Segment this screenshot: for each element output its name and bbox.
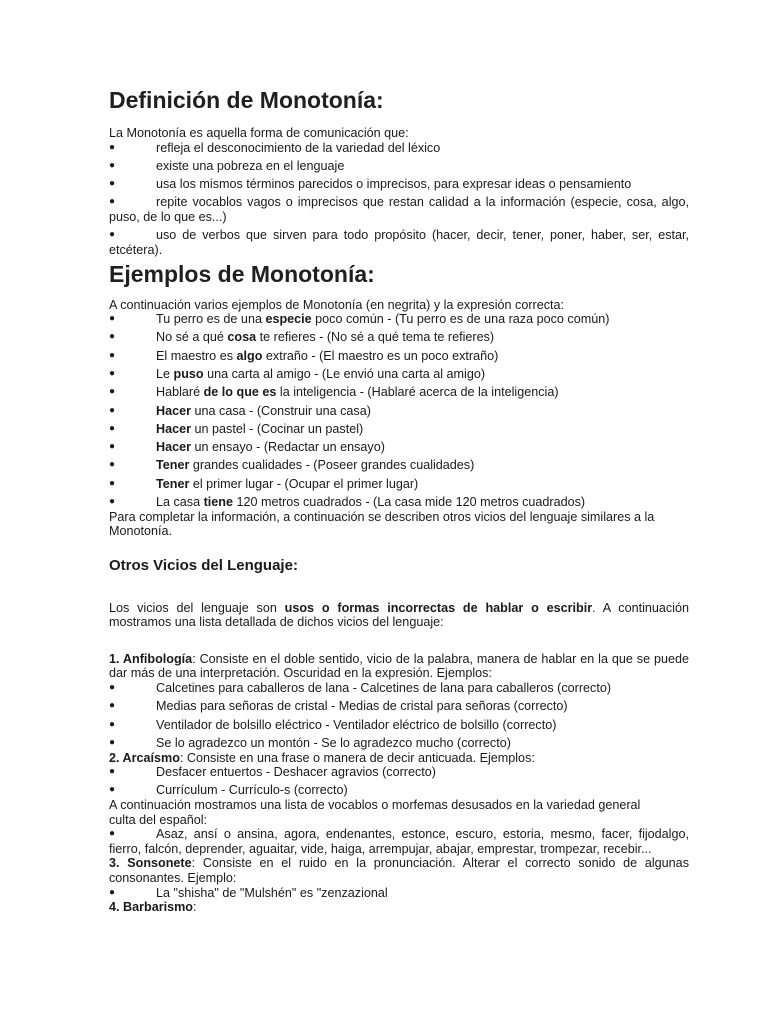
anfibologia-list — [109, 681, 689, 750]
list-item: ● La "shisha" de "Mulshén" es "zenzazional — [109, 885, 388, 900]
list-item: ● Tu perro es de una especie poco común - (Tu perro es de una raza poco común) — [109, 312, 610, 327]
arcaismo-vocablos — [109, 827, 689, 856]
heading-ejemplos: Ejemplos de Monotonía: — [109, 260, 375, 287]
ejemplos-intro: A continuación varios ejemplos de Monotonía (en negrita) y la expresión correcta: — [109, 297, 565, 312]
list-item: ● uso de verbos que sirven para todo propósito (hacer, decir, tener, poner, haber, ser, estar, etcétera). — [109, 228, 689, 257]
list-item: ● El maestro es algo extraño - (El maestro es un poco extraño) — [109, 348, 499, 363]
bullet-icon: ● — [109, 367, 116, 379]
bullet-icon: ● — [109, 736, 116, 748]
barbarismo-def: 4. Barbarismo: — [109, 900, 197, 915]
bullet-icon: ● — [109, 700, 116, 712]
heading-definicion: Definición de Monotonía: — [109, 87, 384, 113]
list-item: ● Se lo agradezco un montón - Se lo agradezco mucho (correcto) — [109, 735, 511, 750]
bullet-icon: ● — [109, 459, 116, 471]
ejemplos-outro: Para completar la información, a continuación se describen otros vicios del lenguaje similares a la Monotonía. — [109, 509, 655, 539]
arcaismo-outro: A continuación mostramos una lista de vocablos o morfemas desusados en la variedad general culta del español: — [109, 797, 641, 827]
list-item: ● Desfacer entuertos - Deshacer agravios (correcto) — [109, 765, 436, 780]
bullet-icon: ● — [109, 784, 116, 796]
list-item: ● Tener grandes cualidades - (Poseer grandes cualidades) — [109, 458, 475, 473]
bullet-icon: ● — [109, 682, 116, 694]
heading-otros-vicios: Otros Vicios del Lenguaje: — [109, 556, 298, 574]
arcaismo-def: 2. Arcaísmo: Consiste en una frase o manera de decir anticuada. Ejemplos: — [109, 750, 535, 765]
bullet-icon: ● — [109, 828, 116, 840]
list-item: ● Hablaré de lo que es la inteligencia - (Hablaré acerca de la inteligencia) — [109, 385, 559, 400]
ejemplos-list — [109, 312, 689, 509]
list-item: ● Le puso una carta al amigo - (Le envió una carta al amigo) — [109, 366, 486, 381]
bullet-icon: ● — [109, 404, 116, 416]
bullet-icon: ● — [109, 141, 116, 153]
bullet-icon: ● — [109, 331, 116, 343]
vicios-intro: Los vicios del lenguaje son usos o formas incorrectas de hablar o escribir. A continuación mostramos una lista detallada de dichos vicios del lenguaje: — [109, 600, 689, 630]
bullet-icon: ● — [109, 313, 116, 325]
list-item: ● existe una pobreza en el lenguaje — [109, 158, 345, 173]
bullet-icon: ● — [109, 886, 116, 898]
bullet-icon: ● — [109, 349, 116, 361]
list-item: ● Tener el primer lugar - (Ocupar el primer lugar) — [109, 476, 419, 491]
bullet-icon: ● — [109, 766, 116, 778]
bullet-icon: ● — [109, 159, 116, 171]
list-item: ● Hacer un ensayo - (Redactar un ensayo) — [109, 440, 385, 455]
sonsonete-list — [109, 886, 689, 901]
definicion-intro: La Monotonía es aquella forma de comunicación que: — [109, 126, 409, 140]
definicion-list — [109, 141, 689, 258]
arcaismo-list — [109, 765, 689, 798]
bullet-icon: ● — [109, 196, 116, 208]
list-item: ● Hacer una casa - (Construir una casa) — [109, 403, 371, 418]
list-item: ● usa los mismos términos parecidos o imprecisos, para expresar ideas o pensamiento — [109, 177, 632, 192]
list-item: ● La casa tiene 120 metros cuadrados - (La casa mide 120 metros cuadrados) — [109, 494, 586, 509]
sonsonete-def: 3. Sonsonete: Consiste en el ruido en la pronunciación. Alterar el correcto sonido de algunas consonantes. Ejemplo: — [109, 856, 689, 885]
list-item: ● refleja el desconocimiento de la variedad del léxico — [109, 140, 441, 155]
bullet-icon: ● — [109, 441, 116, 453]
list-item: ● Hacer un pastel - (Cocinar un pastel) — [109, 421, 364, 436]
bullet-icon: ● — [109, 718, 116, 730]
list-item: ● Ventilador de bolsillo eléctrico - Ventilador eléctrico de bolsillo (correcto) — [109, 717, 557, 732]
list-item: ● Asaz, ansí o ansina, agora, endenantes, estonce, escuro, estoria, mesmo, facer, fijodalgo, fierro, falcón, deprender, aguaitar, vide, haiga, arrempujar, abajar, emprestar, trompezar, recebir... — [109, 827, 689, 856]
list-item: ● Calcetines para caballeros de lana - Calcetines de lana para caballeros (correcto) — [109, 681, 612, 696]
bullet-icon: ● — [109, 477, 116, 489]
bullet-icon: ● — [109, 495, 116, 507]
list-item: ● repite vocablos vagos o imprecisos que restan calidad a la información (especie, cosa, algo, puso, de lo que es...) — [109, 195, 689, 225]
bullet-icon: ● — [109, 178, 116, 190]
bullet-icon: ● — [109, 422, 116, 434]
list-item: ● Currículum - Currículo-s (correcto) — [109, 783, 348, 798]
anfibologia-def: 1. Anfibología: Consiste en el doble sentido, vicio de la palabra, manera de hablar en la que se puede dar más de una interpretación. Oscuridad en la expresión. Ejemplos: — [109, 651, 689, 681]
bullet-icon: ● — [109, 229, 116, 241]
document-body — [109, 86, 689, 915]
bullet-icon: ● — [109, 386, 116, 398]
list-item: ● Medias para señoras de cristal - Medias de cristal para señoras (correcto) — [109, 699, 568, 714]
list-item: ● No sé a qué cosa te refieres - (No sé a qué tema te refieres) — [109, 330, 495, 345]
